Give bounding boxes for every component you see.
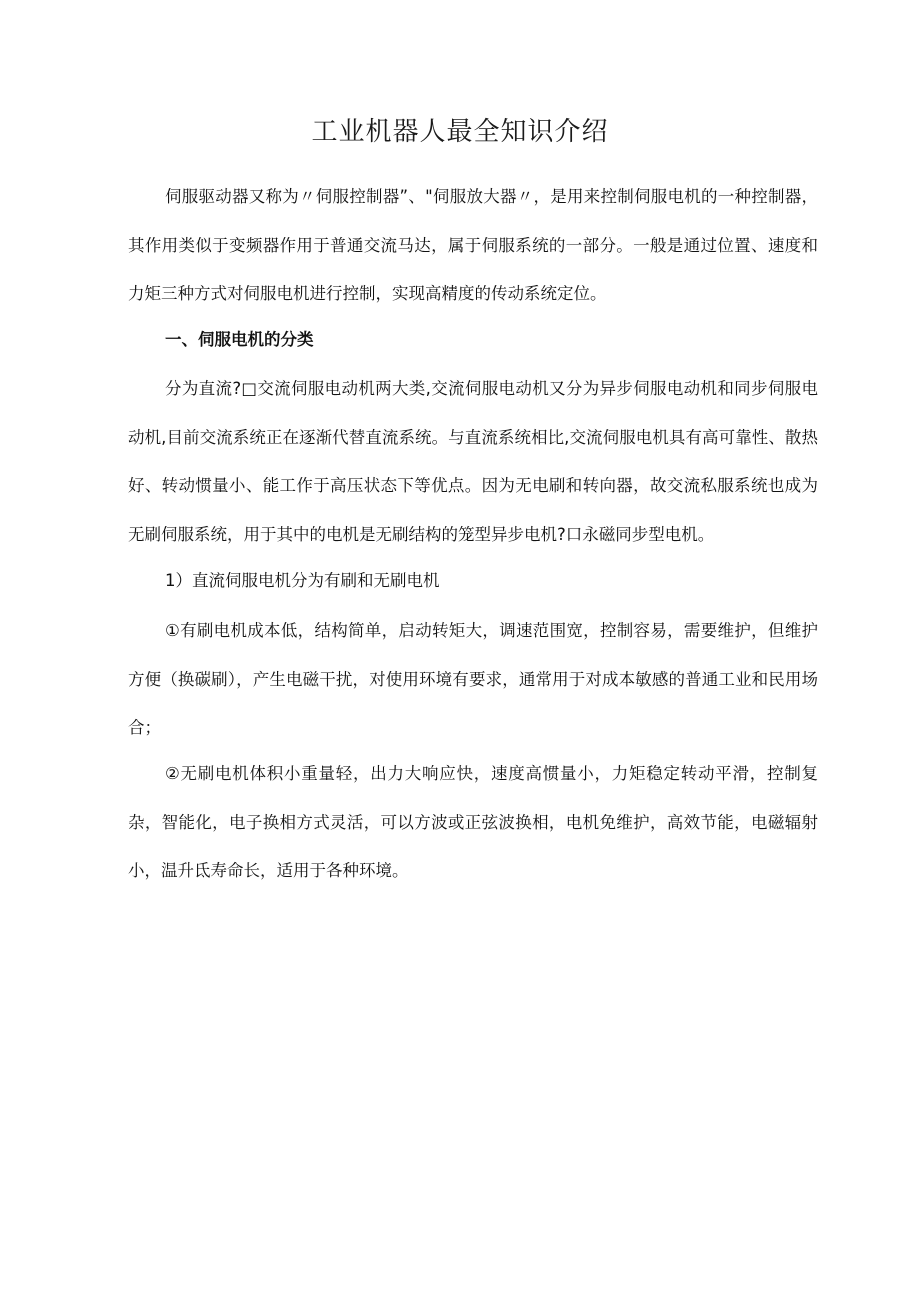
document-title: 工业机器人最全知识介绍	[311, 117, 609, 147]
brushed-motor-paragraph: ①有刷电机成本低，结构简单，启动转矩大，调速范围宽，控制容易，需要维护，但维护方便（换碳刷），产生电磁干扰，对使用环境有要求，通常用于对成本敏感的普通工业和民用场合；	[128, 621, 818, 737]
section-heading: 一、伺服电机的分类	[165, 330, 314, 349]
subheading-dc-motors: 1）直流伺服电机分为有刷和无刷电机	[165, 571, 440, 590]
brushless-motor-paragraph: ②无刷电机体积小重量轻，出力大响应快，速度高惯量小，力矩稳定转动平滑，控制复杂，智能化，电子换相方式灵活，可以方波或正弦波换相，电机免维护，高效节能，电磁辐射小，温升氐寿命长，适用于各种环境。	[128, 764, 818, 880]
classification-paragraph: 分为直流?□交流伺服电动机两大类,交流伺服电动机又分为异步伺服电动机和同步伺服电动机,目前交流系统正在逐渐代替直流系统。与直流系统相比,交流伺服电机具有高可靠性、散热好、转动惯量小、能工作于高压状态下等优点。因为无电刷和转向器，故交流私服系统也成为无刷伺服系统，用于其中的电机是无刷结构的笼型异步电机?口永磁同步型电机。	[128, 379, 818, 544]
intro-paragraph: 伺服驱动器又称为〃伺服控制器”、"伺服放大器〃，是用来控制伺服电机的一种控制器，其作用类似于变频器作用于普通交流马达，属于伺服系统的一部分。一般是通过位置、速度和力矩三种方式对伺服电机进行控制，实现高精度的传动系统定位。	[128, 187, 818, 303]
